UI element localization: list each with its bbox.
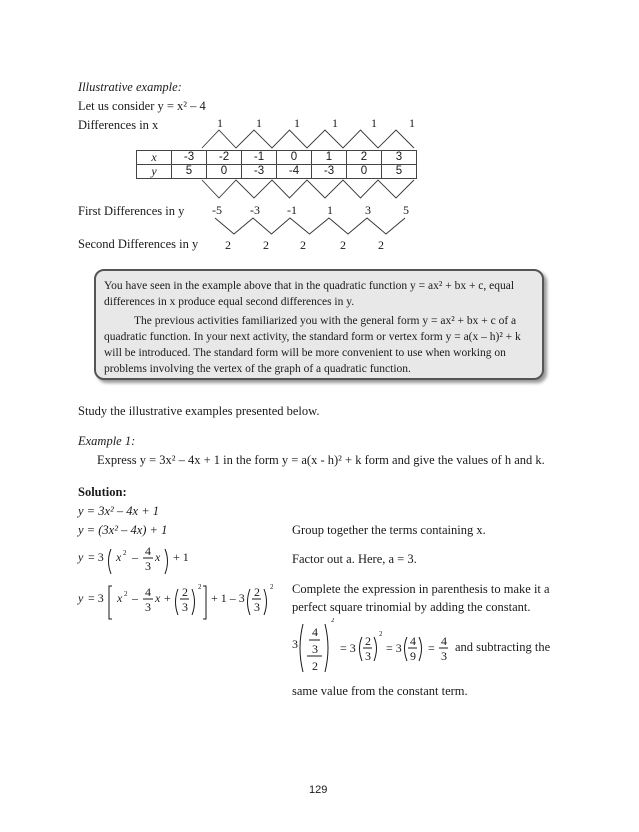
first-diff-value: 1	[327, 203, 333, 217]
consider-line: Let us consider y = x² – 4	[78, 99, 206, 113]
svg-text:4: 4	[145, 585, 151, 599]
svg-text:2: 2	[312, 659, 318, 673]
diff-x-label: Differences in x	[78, 118, 159, 132]
table-cell: -3	[312, 165, 347, 179]
svg-text:3: 3	[145, 559, 151, 573]
svg-text:2: 2	[331, 618, 335, 624]
svg-text:= 3: = 3	[386, 641, 402, 655]
step-4-reason-line-1: Complete the expression in parenthesis to make it a	[292, 582, 550, 596]
svg-text:2: 2	[123, 549, 127, 557]
svg-text:3: 3	[312, 642, 318, 656]
step-3-reason: Factor out a. Here, a = 3.	[292, 552, 417, 566]
svg-text:=: =	[428, 641, 435, 655]
table-cell: -1	[242, 151, 277, 165]
svg-text:= 3: = 3	[88, 591, 104, 605]
table-row	[137, 165, 417, 179]
svg-text:–: –	[132, 550, 138, 564]
solution-label: Solution:	[78, 485, 127, 499]
values-table	[136, 150, 417, 179]
step-4-reason-line-2: perfect square trinomial by adding the constant.	[292, 600, 531, 614]
step-2: y = (3x² – 4x) + 1	[78, 523, 168, 537]
svg-text:x: x	[116, 550, 122, 564]
svg-text:+ 1: + 1	[173, 550, 189, 564]
svg-text:2: 2	[379, 630, 383, 638]
diff-x-value: 1	[294, 116, 300, 130]
table-cell: 3	[382, 151, 417, 165]
table-cell: 5	[172, 165, 207, 179]
svg-text:3: 3	[365, 649, 371, 663]
svg-text:+: +	[164, 591, 171, 605]
second-diff-value: 2	[225, 238, 231, 252]
section-heading: Illustrative example:	[78, 80, 182, 94]
step-6-reason: same value from the constant term.	[292, 684, 468, 698]
second-diff-value: 2	[300, 238, 306, 252]
step-1: y = 3x² – 4x + 1	[78, 504, 160, 518]
step-3-formula	[76, 545, 276, 581]
first-diff-value: 5	[403, 203, 409, 217]
step-4-formula	[76, 583, 286, 623]
svg-text:y: y	[78, 550, 84, 564]
table-cell: 2	[347, 151, 382, 165]
svg-text:–: –	[132, 591, 138, 605]
svg-text:= 3: = 3	[88, 550, 104, 564]
svg-text:y: y	[78, 591, 84, 605]
page-number: 129	[309, 784, 328, 796]
svg-text:3: 3	[182, 600, 188, 614]
difference-connectors	[0, 0, 639, 260]
svg-text:9: 9	[410, 649, 416, 663]
diff-x-value: 1	[256, 116, 262, 130]
second-diff-value: 2	[378, 238, 384, 252]
first-diff-value: -1	[287, 203, 297, 217]
svg-text:2: 2	[254, 585, 260, 599]
table-cell: 0	[207, 165, 242, 179]
svg-text:2: 2	[198, 583, 202, 591]
example-text: Express y = 3x² – 4x + 1 in the form y = a(x - h)² + k form and give the values of h and k.	[97, 453, 545, 467]
first-diff-value: -5	[212, 203, 222, 217]
svg-text:x: x	[155, 550, 161, 564]
svg-text:2: 2	[270, 583, 274, 591]
table-cell: 0	[347, 165, 382, 179]
svg-text:= 3: = 3	[340, 641, 356, 655]
table-y-label: y	[137, 165, 172, 179]
svg-text:3: 3	[254, 600, 260, 614]
table-cell: 5	[382, 165, 417, 179]
svg-text:x: x	[155, 591, 161, 605]
svg-text:4: 4	[410, 634, 416, 648]
example-title: Example 1:	[78, 434, 136, 448]
note-paragraph-1: You have seen in the example above that in the quadratic function y = ax² + bx + c, equal differences in x produce equal second differences in y.	[104, 280, 515, 308]
svg-text:+ 1 – 3: + 1 – 3	[211, 591, 245, 605]
diff-x-value: 1	[332, 116, 338, 130]
svg-text:3: 3	[292, 637, 298, 651]
first-diff-value: 3	[365, 203, 371, 217]
table-cell: 0	[277, 151, 312, 165]
diff-x-value: 1	[217, 116, 223, 130]
table-cell: -3	[172, 151, 207, 165]
second-diff-value: 2	[340, 238, 346, 252]
table-cell: -3	[242, 165, 277, 179]
diff-x-value: 1	[409, 116, 415, 130]
note-paragraph-2: The previous activities familiarized you with the general form y = ax² + bx + c of a quadratic function. In your next activity, the standard form or vertex form y = a(x – h)² + k will be introduced. The standard form will be more convenient to use when working on problems involving the vertex of the graph of a quadratic function.	[104, 315, 521, 375]
step-5-reason: and subtracting the	[455, 640, 551, 654]
diff-x-value: 1	[371, 116, 377, 130]
svg-text:4: 4	[312, 625, 318, 639]
step-2-reason: Group together the terms containing x.	[292, 523, 486, 537]
second-diff-value: 2	[263, 238, 269, 252]
svg-text:3: 3	[441, 649, 447, 663]
svg-text:x: x	[117, 591, 123, 605]
first-diff-label: First Differences in y	[78, 204, 185, 218]
svg-text:2: 2	[182, 585, 188, 599]
svg-text:4: 4	[145, 545, 151, 558]
svg-text:3: 3	[145, 600, 151, 614]
table-cell: -4	[277, 165, 312, 179]
first-diff-value: -3	[250, 203, 260, 217]
table-cell: -2	[207, 151, 242, 165]
note-box	[94, 269, 544, 380]
step-5-formula	[290, 618, 460, 676]
table-cell: 1	[312, 151, 347, 165]
study-line: Study the illustrative examples presented below.	[78, 404, 320, 418]
table-row	[137, 151, 417, 165]
svg-text:4: 4	[441, 634, 447, 648]
svg-text:2: 2	[124, 590, 128, 598]
table-x-label: x	[137, 151, 172, 165]
second-diff-label: Second Differences in y	[78, 237, 199, 251]
svg-text:2: 2	[365, 634, 371, 648]
